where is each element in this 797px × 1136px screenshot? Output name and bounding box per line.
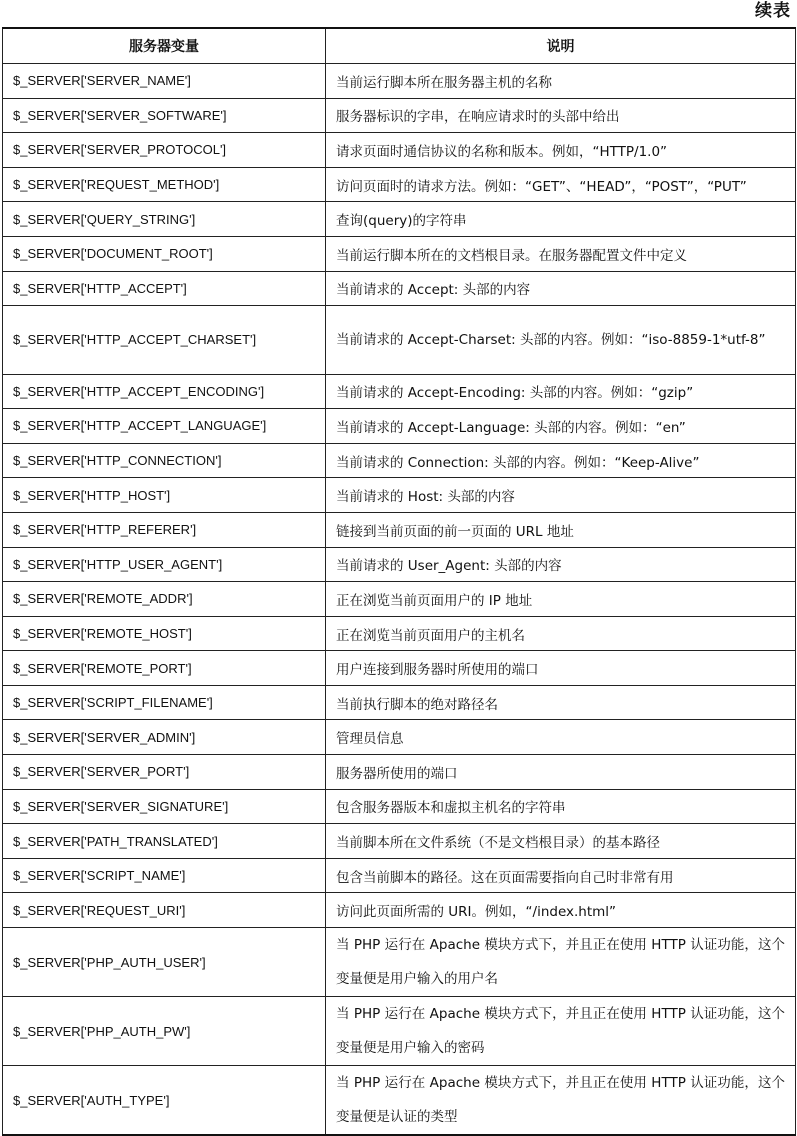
server-variable-cell: $_SERVER['DOCUMENT_ROOT'] (3, 236, 326, 271)
server-variable-cell: $_SERVER['PATH_TRANSLATED'] (3, 824, 326, 859)
server-variable-cell: $_SERVER['HTTP_REFERER'] (3, 512, 326, 547)
description-cell: 请求页面时通信协议的名称和版本。例如，“HTTP/1.0” (326, 133, 796, 168)
table-row (3, 755, 796, 790)
server-variable-cell: $_SERVER['HTTP_USER_AGENT'] (3, 547, 326, 582)
server-variable-cell: $_SERVER['HTTP_CONNECTION'] (3, 443, 326, 478)
table-row (3, 167, 796, 202)
table-row (3, 685, 796, 720)
table-row (3, 98, 796, 133)
table-header-row (3, 28, 796, 64)
description-cell: 服务器标识的字串，在响应请求时的头部中给出 (326, 98, 796, 133)
table-row (3, 651, 796, 686)
description-cell: 包含服务器版本和虚拟主机名的字符串 (326, 789, 796, 824)
server-variable-cell: $_SERVER['SCRIPT_FILENAME'] (3, 685, 326, 720)
server-variable-cell: $_SERVER['SERVER_ADMIN'] (3, 720, 326, 755)
description-cell: 当前执行脚本的绝对路径名 (326, 685, 796, 720)
server-variable-cell: $_SERVER['SCRIPT_NAME'] (3, 858, 326, 893)
description-cell: 用户连接到服务器时所使用的端口 (326, 651, 796, 686)
description-cell: 当前请求的 Accept-Language: 头部的内容。例如：“en” (326, 409, 796, 444)
server-variable-cell: $_SERVER['PHP_AUTH_PW'] (3, 997, 326, 1066)
table-row (3, 202, 796, 237)
description-cell: 管理员信息 (326, 720, 796, 755)
description-cell: 包含当前脚本的路径。这在页面需要指向自己时非常有用 (326, 858, 796, 893)
description-cell: 当 PHP 运行在 Apache 模块方式下，并且正在使用 HTTP 认证功能，这个变量便是认证的类型 (326, 1066, 796, 1136)
table-row (3, 443, 796, 478)
table-row (3, 271, 796, 306)
table-row (3, 409, 796, 444)
description-cell: 查询(query)的字符串 (326, 202, 796, 237)
table-row (3, 547, 796, 582)
description-cell: 当前运行脚本所在的文档根目录。在服务器配置文件中定义 (326, 236, 796, 271)
server-variable-cell: $_SERVER['PHP_AUTH_USER'] (3, 928, 326, 997)
server-variable-cell: $_SERVER['HTTP_ACCEPT_CHARSET'] (3, 306, 326, 374)
table-row (3, 133, 796, 168)
description-cell: 当前请求的 Accept: 头部的内容 (326, 271, 796, 306)
description-cell: 访问此页面所需的 URI。例如，“/index.html” (326, 893, 796, 928)
server-variable-cell: $_SERVER['HTTP_ACCEPT_LANGUAGE'] (3, 409, 326, 444)
table-row (3, 616, 796, 651)
table-row (3, 306, 796, 374)
table-row (3, 789, 796, 824)
description-cell: 当前脚本所在文件系统（不是文档根目录）的基本路径 (326, 824, 796, 859)
description-cell: 当前请求的 Host: 头部的内容 (326, 478, 796, 513)
server-variable-cell: $_SERVER['SERVER_PORT'] (3, 755, 326, 790)
table-row (3, 512, 796, 547)
server-variable-cell: $_SERVER['SERVER_SOFTWARE'] (3, 98, 326, 133)
table-row (3, 478, 796, 513)
server-variable-cell: $_SERVER['REQUEST_URI'] (3, 893, 326, 928)
description-cell: 当前请求的 User_Agent: 头部的内容 (326, 547, 796, 582)
table-row (3, 893, 796, 928)
server-variable-cell: $_SERVER['REMOTE_HOST'] (3, 616, 326, 651)
server-variable-cell: $_SERVER['HTTP_ACCEPT'] (3, 271, 326, 306)
table-row (3, 928, 796, 997)
server-variable-cell: $_SERVER['HTTP_ACCEPT_ENCODING'] (3, 374, 326, 409)
description-cell: 当前请求的 Accept-Charset: 头部的内容。例如：“iso-8859-1*utf-8” (326, 306, 796, 374)
description-cell: 正在浏览当前页面用户的 IP 地址 (326, 582, 796, 617)
description-cell: 当前请求的 Connection: 头部的内容。例如：“Keep-Alive” (326, 443, 796, 478)
continued-table-label: 续表 (755, 1, 791, 21)
server-variable-cell: $_SERVER['AUTH_TYPE'] (3, 1066, 326, 1136)
description-cell: 访问页面时的请求方法。例如：“GET”、“HEAD”，“POST”，“PUT” (326, 167, 796, 202)
description-cell: 服务器所使用的端口 (326, 755, 796, 790)
table-body (3, 64, 796, 1136)
description-cell: 正在浏览当前页面用户的主机名 (326, 616, 796, 651)
server-variable-cell: $_SERVER['HTTP_HOST'] (3, 478, 326, 513)
column-header-description: 说明 (326, 28, 796, 64)
server-variable-cell: $_SERVER['SERVER_PROTOCOL'] (3, 133, 326, 168)
table-row (3, 236, 796, 271)
column-header-variable: 服务器变量 (3, 28, 326, 64)
table-row (3, 64, 796, 99)
server-variable-cell: $_SERVER['SERVER_SIGNATURE'] (3, 789, 326, 824)
table-row (3, 720, 796, 755)
table-row (3, 997, 796, 1066)
description-cell: 当 PHP 运行在 Apache 模块方式下，并且正在使用 HTTP 认证功能，这个变量便是用户输入的用户名 (326, 928, 796, 997)
description-cell: 当前请求的 Accept-Encoding: 头部的内容。例如：“gzip” (326, 374, 796, 409)
description-cell: 链接到当前页面的前一页面的 URL 地址 (326, 512, 796, 547)
server-variable-cell: $_SERVER['SERVER_NAME'] (3, 64, 326, 99)
table-row (3, 582, 796, 617)
server-variable-cell: $_SERVER['REQUEST_METHOD'] (3, 167, 326, 202)
table-row (3, 374, 796, 409)
description-cell: 当 PHP 运行在 Apache 模块方式下，并且正在使用 HTTP 认证功能，这个变量便是用户输入的密码 (326, 997, 796, 1066)
server-variable-cell: $_SERVER['REMOTE_ADDR'] (3, 582, 326, 617)
description-cell: 当前运行脚本所在服务器主机的名称 (326, 64, 796, 99)
server-variables-table (2, 27, 796, 1136)
table-row (3, 1066, 796, 1136)
table-row (3, 858, 796, 893)
table-row (3, 824, 796, 859)
server-variable-cell: $_SERVER['REMOTE_PORT'] (3, 651, 326, 686)
server-variable-cell: $_SERVER['QUERY_STRING'] (3, 202, 326, 237)
